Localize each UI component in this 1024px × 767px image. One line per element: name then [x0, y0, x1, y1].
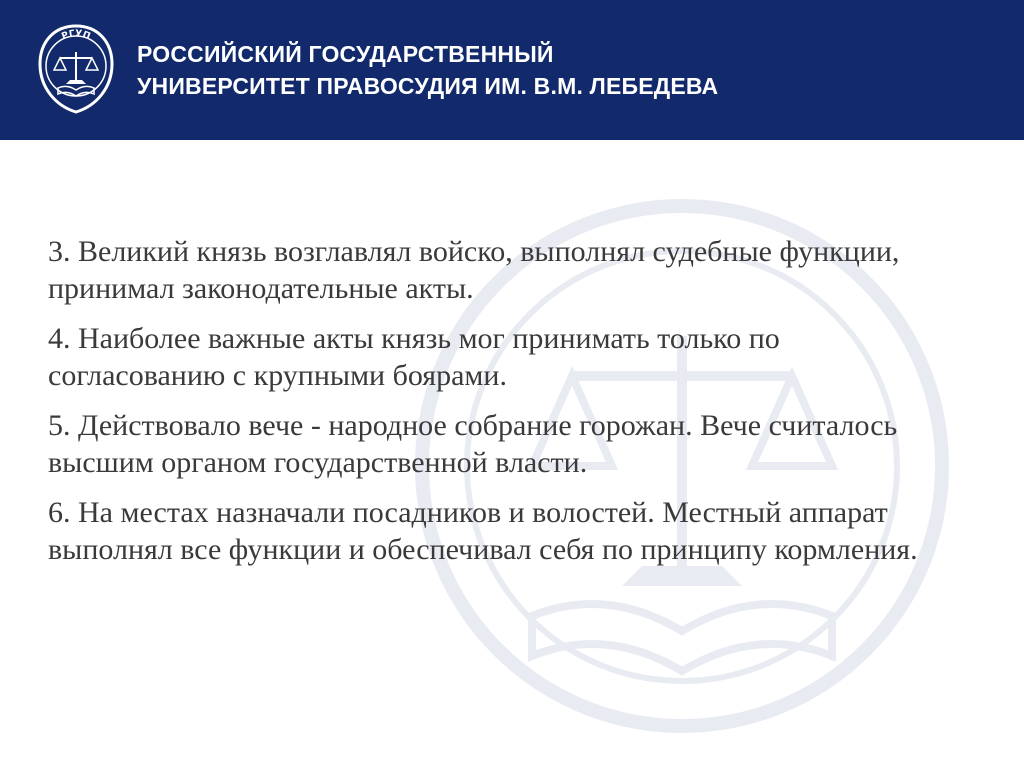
university-emblem-icon — [36, 22, 116, 114]
header-banner — [0, 0, 1024, 140]
slide-body — [48, 233, 928, 581]
list-item: 4. Наиболее важные акты князь мог принимать только по согласованию с крупными боярами. — [48, 322, 780, 392]
emblem-lettering: РГУП — [60, 28, 92, 42]
university-name-line2: УНИВЕРСИТЕТ ПРАВОСУДИЯ ИМ. В.М. ЛЕБЕДЕВА — [137, 73, 719, 99]
list-item: 5. Действовало вече - народное собрание горожан. Вече считалось высшим органом государственной власти. — [48, 409, 898, 479]
university-name — [137, 38, 718, 102]
svg-text:РГУП — [60, 29, 91, 42]
list-item: 3. Великий князь возглавлял войско, выполнял судебные функции, принимал законодательные акты. — [48, 235, 900, 305]
list-item: 6. На местах назначали посадников и волостей. Местный аппарат выполнял все функции и обеспечивал себя по принципу кормления. — [48, 496, 918, 566]
university-name-line1: РОССИЙСКИЙ ГОСУДАРСТВЕННЫЙ — [137, 41, 554, 67]
